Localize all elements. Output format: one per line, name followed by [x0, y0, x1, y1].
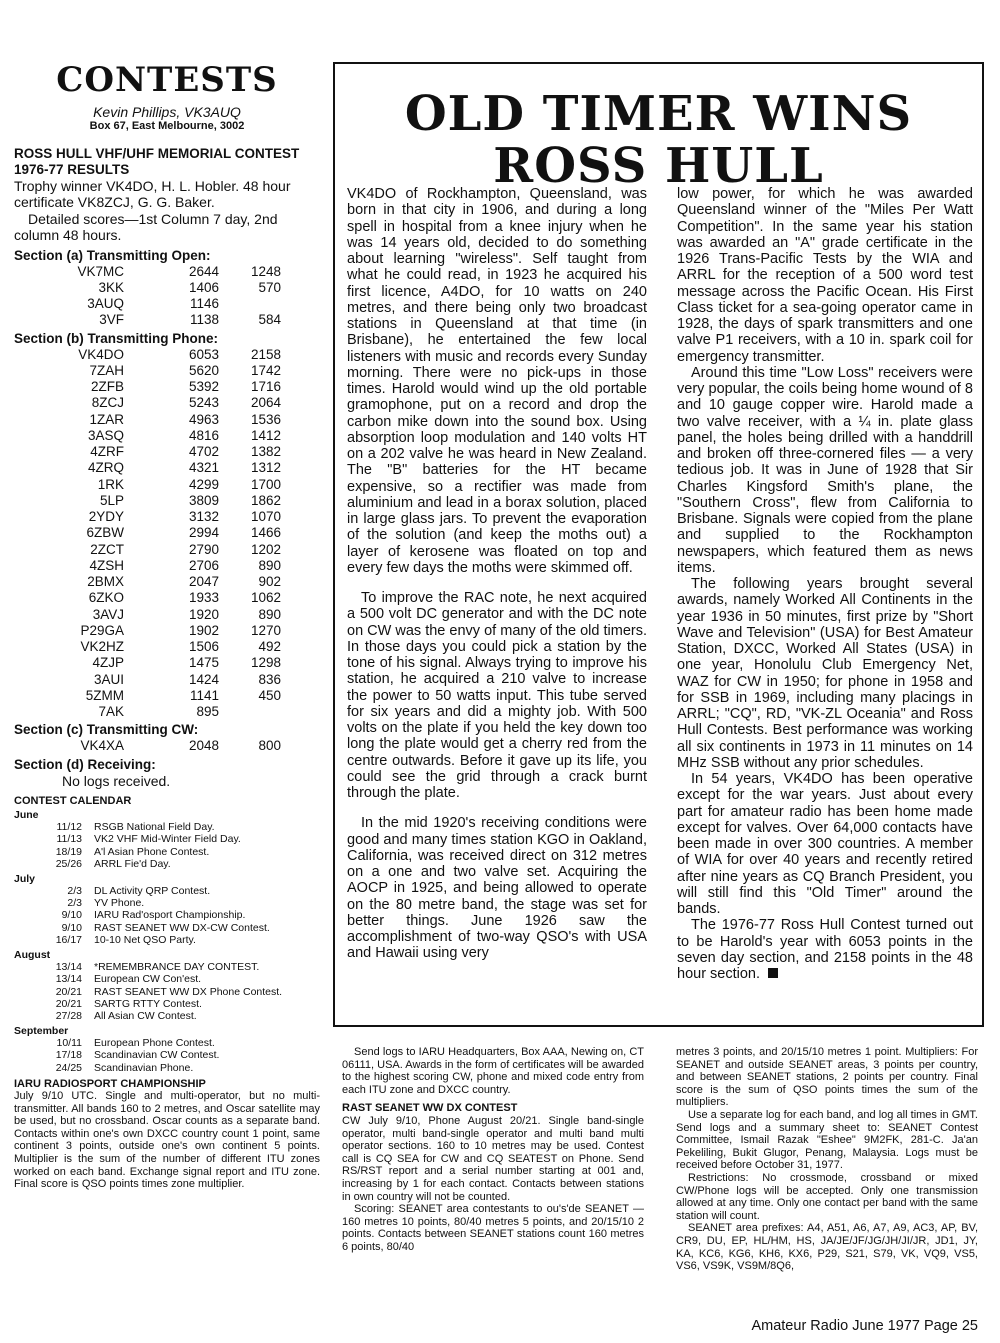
event-date: 9/10	[61, 921, 82, 934]
result-row	[14, 639, 320, 655]
score-48-hour: 1070	[250, 509, 281, 525]
section-b-results	[14, 347, 320, 721]
bottom-column-1	[342, 1046, 644, 1254]
callsign: 4ZRQ	[87, 460, 124, 476]
score-7-day: 3809	[188, 492, 219, 508]
callsign: 2YDY	[88, 509, 124, 525]
callsign: 3VF	[99, 312, 124, 328]
callsign: 3ASQ	[87, 427, 124, 443]
callsign: VK4DO	[78, 346, 124, 362]
event-date: 25/26	[55, 858, 82, 871]
article-title-line2: ROSS HULL	[493, 138, 824, 194]
score-48-hour: 1466	[250, 525, 281, 541]
calendar-event	[14, 885, 320, 897]
callsign: 7ZAH	[89, 362, 124, 378]
calendar-event	[14, 1062, 320, 1074]
score-7-day: 4963	[188, 411, 219, 427]
score-48-hour	[219, 704, 281, 720]
event-name: All Asian CW Contest.	[94, 1010, 197, 1023]
callsign: 1ZAR	[89, 411, 124, 427]
article-paragraph: Around this time "Low Loss" receivers were very popular, the coils being home wound of 8 and 10 gauge copper wire. Harold made a two valve receiver, with a ¼ in. plate glass panel, the holes being drilled with a handdrill and broken off three-cornered files — a very tedious job. It was in June of 1928 that Sir Charles Kingsford Smith's plane, the "Southern Cross", flew from California to Brisbane. Signals were copied from the plane and supplied to the Rockhampton newspapers, which featured them as news items.	[677, 364, 973, 576]
calendar-event	[14, 1010, 320, 1022]
event-name: Scandinavian CW Contest.	[94, 1049, 220, 1062]
bottom-column-2	[676, 1046, 978, 1273]
article-paragraph: In the mid 1920's receiving conditions were good and many times station KGO in Oakland, California, was received direct on 312 metres on a one and two valve set. Acquiring the AOCP in 1925, and being allowed to operate on the 80 metre band, the stage was set for better things. June 1926 saw the accomplishment of two-way QSO's with USA and Hawaii using very	[347, 815, 647, 962]
result-row	[14, 347, 320, 363]
score-48-hour: 584	[258, 312, 281, 328]
result-row	[14, 509, 320, 525]
score-48-hour: 450	[258, 687, 281, 703]
calendar-event	[14, 1037, 320, 1049]
event-name: *REMEMBRANCE DAY CONTEST.	[94, 960, 260, 973]
event-name: IARU Rad'osport Championship.	[94, 909, 246, 922]
page-footer: Amateur Radio June 1977 Page 25	[751, 1318, 978, 1334]
author-address: Box 67, East Melbourne, 3002	[89, 120, 245, 132]
event-name: European Phone Contest.	[94, 1036, 215, 1049]
author-name: Kevin Phillips, VK3AUQ	[93, 104, 241, 120]
event-date: 17/18	[55, 1049, 82, 1062]
result-row	[14, 558, 320, 574]
result-row	[14, 525, 320, 541]
result-row	[14, 607, 320, 623]
article-paragraph: To improve the RAC note, he next acquired a 500 volt DC generator and with the DC note on CW was the envy of many of the old timers. In those days you could pick a station by the tone of his signal. Always trying to improve his station, he acquired a 210 valve to increase the power to 50 watts input. This tube served for six years and did a mighty job. With 500 volts on the plate if you held the key down too long the plate would get a cherry red from the centre outwards. Before it gave up its life, you could see the grid through a crack burnt through the plate.	[347, 590, 647, 801]
score-48-hour: 492	[258, 639, 281, 655]
calendar-event	[14, 1049, 320, 1061]
callsign: VK4XA	[80, 738, 124, 754]
score-7-day: 1920	[188, 606, 219, 622]
event-name: VK2 VHF Mid-Winter Field Day.	[94, 833, 241, 846]
callsign: 3AVJ	[92, 606, 124, 622]
result-row	[14, 412, 320, 428]
rast-seanet-title: RAST SEANET WW DX CONTEST	[342, 1102, 518, 1115]
score-7-day: 1406	[188, 279, 219, 295]
event-date: 13/14	[55, 973, 82, 986]
score-48-hour: 1700	[250, 476, 281, 492]
result-row	[14, 363, 320, 379]
ross-hull-results-heading: ROSS HULL VHF/UHF MEMORIAL CONTEST 1976-77 RESULTS	[14, 146, 300, 177]
callsign: 3AUI	[93, 671, 124, 687]
article-paragraph: low power, for which he was awarded Queensland winner of the "Miles Per Watt Competition". In the same year his station was awarded an "A" grade certificate in the 1926 Trans-Pacific Tests by the WIA and ARRL for the reception of a 500 word test message across the Pacific Ocean. His First Class ticket for a sea-going operator came in 1928, the days of spark transmitters and one valve P1 receivers, with a 10 in. spark coil for emergency transmitter.	[677, 186, 973, 365]
score-7-day: 5243	[188, 395, 219, 411]
score-7-day: 4702	[188, 444, 219, 460]
calendar-event	[14, 973, 320, 985]
event-name: 10-10 Net QSO Party.	[94, 934, 196, 947]
result-row	[14, 379, 320, 395]
event-date: 13/14	[55, 960, 82, 973]
event-date: 24/25	[55, 1061, 82, 1074]
result-row	[14, 542, 320, 558]
result-row	[14, 590, 320, 606]
event-name: DL Activity QRP Contest.	[94, 884, 211, 897]
score-7-day: 2048	[188, 738, 219, 754]
article-column-2	[677, 186, 973, 982]
score-7-day: 4321	[188, 460, 219, 476]
score-48-hour: 1412	[250, 427, 281, 443]
article-paragraph: In 54 years, VK4DO has been operative except for the war years. Just about every part for amateur radio has been home made except for valves. Over 64,000 contacts have been made in over 300 countries. A member of WIA for over 40 years and recently retired after nine years as CQ Branch President, you will still find this "Old Timer" around the bands.	[677, 771, 973, 917]
event-date: 20/21	[55, 985, 82, 998]
callsign: 5LP	[99, 492, 124, 508]
event-date: 27/28	[55, 1010, 82, 1023]
callsign: P29GA	[80, 622, 124, 638]
result-row	[14, 672, 320, 688]
section-d-text: No logs received.	[62, 772, 171, 789]
score-7-day: 2994	[188, 525, 219, 541]
score-48-hour: 1298	[250, 655, 281, 671]
result-row	[14, 623, 320, 639]
event-name: ARRL Fie'd Day.	[94, 858, 171, 871]
ross-hull-detailed-note: Detailed scores—1st Column 7 day, 2nd column 48 hours.	[14, 210, 278, 244]
callsign: 4ZSH	[89, 557, 124, 573]
result-row	[14, 444, 320, 460]
iaru-championship-title: IARU RADIOSPORT CHAMPIONSHIP	[14, 1077, 206, 1090]
score-7-day: 1146	[189, 296, 219, 312]
calendar-month: July	[14, 872, 36, 885]
article-title	[335, 88, 982, 192]
callsign: 4ZJP	[92, 655, 124, 671]
result-row	[14, 312, 320, 328]
callsign: 6ZBW	[86, 525, 124, 541]
result-row	[14, 477, 320, 493]
callsign: 2ZCT	[90, 541, 124, 557]
calendar-event	[14, 986, 320, 998]
event-date: 11/12	[56, 821, 82, 834]
contests-title: CONTESTS	[56, 60, 278, 100]
score-48-hour: 1312	[250, 460, 281, 476]
calendar-event	[14, 858, 320, 870]
event-name: A'l Asian Phone Contest.	[94, 845, 210, 858]
score-48-hour: 1270	[250, 622, 281, 638]
calendar-event	[14, 998, 320, 1010]
callsign: VK2HZ	[80, 639, 124, 655]
section-c-title: Section (c) Transmitting CW:	[14, 722, 199, 738]
result-row	[14, 704, 320, 720]
callsign: 4ZRF	[90, 444, 124, 460]
seanet-prefixes-text: SEANET area prefixes: A4, A51, A6, A7, A9, AC3, AP, BV, CR9, DU, EP, HL/HM, HS, JA/JE/JF/JG/JH/JI/JR, JD1, JY, KA, KC6, KG6, KH6, KX6, P29, S21, S79, VK, VQ9, VS5, VS6, VS9K, VS9M/8Q6,	[676, 1222, 978, 1273]
callsign: 3KK	[98, 279, 124, 295]
result-row	[14, 574, 320, 590]
score-48-hour: 800	[258, 738, 281, 754]
section-a-title: Section (a) Transmitting Open:	[14, 247, 211, 263]
calendar-event	[14, 821, 320, 833]
calendar-month: August	[14, 948, 51, 961]
article-paragraph: VK4DO of Rockhampton, Queensland, was born in that city in 1906, and during a long spell in hospital from a knee injury when he was 14 years old, decided to do something about learning "wireless". Self taught from what he could read, in 1923 he acquired his first licence, A4DO, for 10 watts on 240 metres, and there being only two broadcast stations in Queensland at that time (in Brisbane), he entertained the few local listeners with music and records every Sunday morning. There were no pick-ups in those times. Harold would wind up the old portable gramophone, put on a record and drop the carbon mike down into the sound box. Using absorption loop modulation and 140 volts HT on a 202 valve he was heard in New Zealand. The "B" batteries for the HT became expensive, so a rectifier was made from aluminium and lead in a borax solution, placed in large glass jars. To prevent the evaporation of the solution (and keep the moths out) a layer of kerosene was floated on top and every few days the moths were skimmed off.	[347, 186, 647, 576]
callsign: 2ZFB	[90, 379, 124, 395]
score-48-hour: 570	[258, 279, 281, 295]
score-48-hour: 1536	[250, 411, 281, 427]
score-7-day: 895	[196, 704, 219, 720]
event-date: 18/19	[55, 845, 82, 858]
event-name: YV Phone.	[94, 897, 145, 910]
event-name: RAST SEANET WW DX Phone Contest.	[94, 985, 283, 998]
event-date: 9/10	[61, 909, 82, 922]
section-a-results	[14, 264, 320, 329]
callsign: 3AUQ	[87, 296, 124, 312]
event-date: 20/21	[55, 997, 82, 1010]
calendar-event	[14, 846, 320, 858]
result-row	[14, 738, 320, 754]
score-7-day: 1141	[189, 687, 219, 703]
event-name: European CW Con'est.	[94, 973, 202, 986]
result-row	[14, 460, 320, 476]
score-48-hour: 1862	[250, 492, 281, 508]
seanet-multipliers-text: metres 3 points, and 20/15/10 metres 1 point. Multipliers: For SEANET and outside SEANET areas, 3 points per country, and between SEANET stations, 2 points per country. Final score is the sum of QSO points times the sum of the multipliers.	[676, 1046, 978, 1109]
event-name: SARTG RTTY Contest.	[94, 997, 202, 1010]
score-7-day: 6053	[188, 346, 219, 362]
iaru-championship-text: July 9/10 UTC. Single and multi-operator, but no multi-transmitter. All bands 160 to 2 metres, and Oscar satellite may be used, but no crossband. Oscar counts as a separate band. Contacts within one's own DXCC country count 1 point, same continent 3 points, outside one's own continent 5 points. Multiplier is the sum of the number of different ITU zones worked on each band. Exchange signal report and ITU zone. Final score is QSO points times zone multiplier.	[14, 1089, 320, 1191]
score-7-day: 4299	[188, 476, 219, 492]
seanet-restrictions-text: Restrictions: No crossmode, crossband or mixed CW/Phone logs will be accepted. Only one transmission allowed at any time. Only one contact per band with the same station will count.	[676, 1171, 978, 1222]
score-48-hour: 1382	[250, 444, 281, 460]
result-row	[14, 655, 320, 671]
score-7-day: 1138	[189, 312, 219, 328]
callsign: 5ZMM	[85, 687, 124, 703]
article-column-1	[347, 186, 647, 962]
score-48-hour: 902	[258, 574, 281, 590]
result-row	[14, 428, 320, 444]
score-7-day: 1506	[188, 639, 219, 655]
callsign: 7AK	[98, 704, 124, 720]
calendar-event	[14, 961, 320, 973]
event-date: 2/3	[67, 897, 82, 910]
calendar-month: June	[14, 809, 39, 822]
callsign: 2BMX	[87, 574, 124, 590]
score-48-hour: 2158	[250, 346, 281, 362]
callsign: 8ZCJ	[91, 395, 124, 411]
score-7-day: 1933	[188, 590, 219, 606]
article-paragraph: The following years brought several awards, namely Worked All Continents in the year 1936 in 50 minutes, first prize by "Short Wave and Television" (USA) for Best Amateur Station, DXCC, Worked All States (USA) in one year, Honolulu Club Emergency Net, WAZ for CW in 1950; for phone in 1958 and for SSB in 1969, including many placings in ARRL; "CQ", RD, "VK-ZL Oceania" and Ross Hull Contests. Best performance was working all six continents in 1973 in 11 minutes on 14 MHz SSB without any prior schedules.	[677, 576, 973, 771]
calendar-event	[14, 833, 320, 845]
result-row	[14, 264, 320, 280]
result-row	[14, 395, 320, 411]
callsign: 6ZKO	[88, 590, 124, 606]
result-row	[14, 296, 320, 312]
iaru-send-logs-text: Send logs to IARU Headquarters, Box AAA, Newing on, CT 06111, USA. Awards in the form of certificates will be awarded to the highest scoring CW, phone and mixed code entry from each ITU zone and DXCC country.	[342, 1046, 644, 1096]
result-row	[14, 493, 320, 509]
result-row	[14, 688, 320, 704]
score-48-hour	[219, 296, 281, 312]
old-timer-article-box	[333, 62, 984, 1027]
section-d-title: Section (d) Receiving:	[14, 756, 156, 772]
rast-seanet-rules: CW July 9/10, Phone August 20/21. Single band-single operator, multi band-single operator and multi band multi operator sections. 160 to 10 metres may be used. Contest call is CQ SEA for CW and CQ SEATEST on Phone. Send RS/RST report and a serial number starting at 001 and, increasing by 1 for each contact. Contacts between stations in own country will not be counted.	[342, 1114, 644, 1203]
calendar-event	[14, 897, 320, 909]
score-48-hour: 1202	[250, 541, 281, 557]
calendar-event	[14, 922, 320, 934]
section-b-title: Section (b) Transmitting Phone:	[14, 330, 219, 346]
event-date: 10/11	[56, 1036, 82, 1049]
article-final-text: The 1976-77 Ross Hull Contest turned out to be Harold's year with 6053 points in the seven day section, and 2158 points in the 48 hour section.	[677, 917, 973, 982]
section-c-results	[14, 738, 320, 754]
article-paragraph	[677, 917, 973, 982]
score-7-day: 5620	[188, 362, 219, 378]
score-48-hour: 1248	[250, 263, 281, 279]
score-7-day: 2706	[188, 557, 219, 573]
score-7-day: 3132	[188, 509, 219, 525]
callsign: 1RK	[97, 476, 124, 492]
score-7-day: 2047	[188, 574, 219, 590]
event-date: 2/3	[67, 884, 82, 897]
contest-calendar	[14, 809, 320, 1074]
score-7-day: 5392	[188, 379, 219, 395]
score-48-hour: 1062	[250, 590, 281, 606]
calendar-month: September	[14, 1024, 69, 1037]
score-48-hour: 890	[258, 606, 281, 622]
event-name: RAST SEANET WW DX-CW Contest.	[94, 921, 270, 934]
score-48-hour: 890	[258, 557, 281, 573]
score-48-hour: 1716	[250, 379, 281, 395]
score-48-hour: 1742	[250, 362, 281, 378]
score-7-day: 2644	[188, 263, 219, 279]
event-date: 16/17	[55, 934, 82, 947]
score-7-day: 1902	[188, 622, 219, 638]
event-name: Scandinavian Phone.	[94, 1061, 194, 1074]
callsign: VK7MC	[77, 263, 124, 279]
rast-seanet-scoring: Scoring: SEANET area contestants to ou's'de SEANET — 160 metres 10 points, 80/40 metres 5 points, and 20/15/10 2 points. Contacts between SEANET stations count 160 metres 6 points, 80/40	[342, 1203, 644, 1253]
contest-calendar-title: CONTEST CALENDAR	[14, 795, 132, 808]
ross-hull-intro: Trophy winner VK4DO, H. L. Hobler. 48 hour certificate VK8ZCJ, G. G. Baker.	[14, 178, 291, 211]
result-row	[14, 280, 320, 296]
calendar-event	[14, 909, 320, 921]
score-7-day: 4816	[188, 427, 219, 443]
event-name: RSGB National Field Day.	[94, 821, 215, 834]
end-of-article-mark	[768, 968, 778, 978]
article-title-line1: OLD TIMER WINS	[404, 86, 913, 142]
event-date: 11/13	[56, 833, 82, 846]
score-48-hour: 836	[258, 671, 281, 687]
score-7-day: 1475	[188, 655, 219, 671]
calendar-event	[14, 934, 320, 946]
score-48-hour: 2064	[250, 395, 281, 411]
score-7-day: 1424	[188, 671, 219, 687]
seanet-logs-text: Use a separate log for each band, and log all times in GMT. Send logs and a summary sheet to: SEANET Contest Committee, Ismail Razak "Eshee" 9M2FK, 281-C. Ja'an Pekeliling, Bukit Glugor, Penang, Malaysia. Logs must be received before October 31, 1977.	[676, 1108, 978, 1172]
score-7-day: 2790	[188, 541, 219, 557]
contests-column	[14, 60, 320, 1191]
